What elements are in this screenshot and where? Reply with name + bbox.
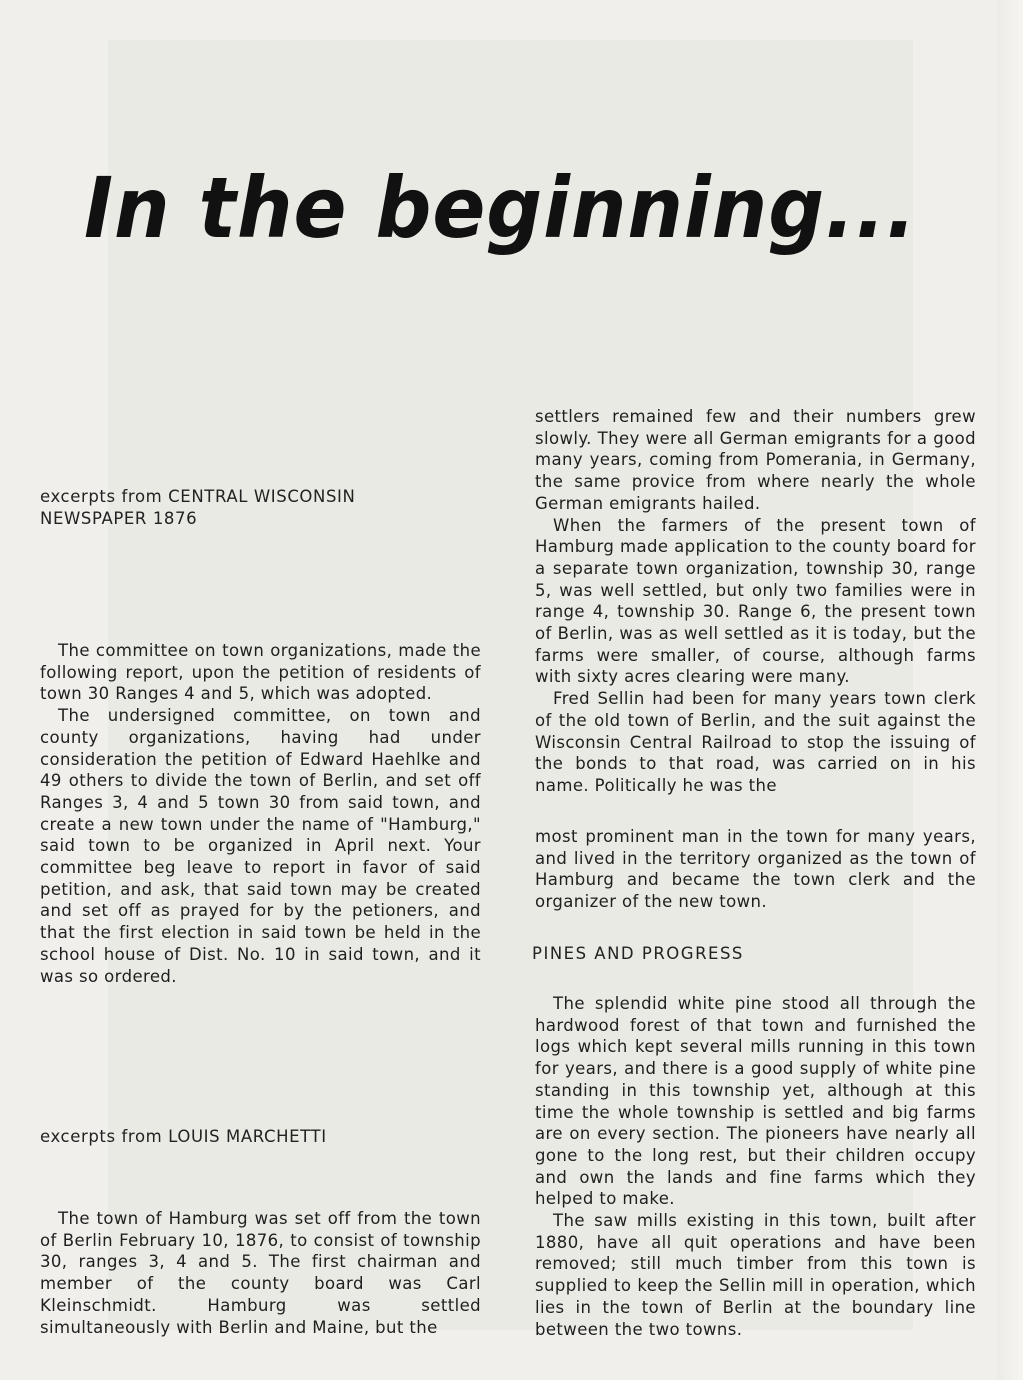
right-column-pines-section bbox=[535, 993, 976, 1340]
committee-report-body: The undersigned committee, on town and county organizations, having had under consideration the petition of Edward Haehlke and 49 others to divide the town of Berlin, and set off Ranges 3, 4 and 5 town 30 from said town, and create a new town under the name of "Hamburg," said town to be organized in April next. Your committee beg leave to report in favor of said petition, and ask, that said town may be created and set off as prayed for by the petioners, and that the first election in said town be held in the school house of Dist. No. 10 in said town, and it was so ordered. bbox=[40, 706, 481, 986]
fred-sellin-paragraph: Fred Sellin had been for many years town clerk of the old town of Berlin, and the suit against the Wisconsin Central Railroad to stop the issuing of the bonds to that road, was carried on in his name. Politically he was the bbox=[535, 689, 976, 795]
prominent-man-paragraph: most prominent man in the town for many years, and lived in the territory organized as the town of Hamburg and became the town clerk and the organizer of the new town. bbox=[535, 827, 976, 912]
page-title: In the beginning... bbox=[84, 159, 917, 257]
left-column-newspaper-excerpt bbox=[40, 640, 481, 987]
source-louis-marchetti: excerpts from LOUIS MARCHETTI bbox=[40, 1127, 327, 1146]
settlers-paragraph: settlers remained few and their numbers grew slowly. They were all German emigrants for a good many years, coming from Pomerania, in Germany, the same provice from where nearly the whole German emigrants hailed. bbox=[535, 407, 976, 513]
left-column-marchetti-excerpt bbox=[40, 1208, 481, 1338]
white-pine-paragraph: The splendid white pine stood all through the hardwood forest of that town and furnished the logs which kept several mills running in this town for years, and there is a good supply of white pine standing in this township yet, although at this time the whole township is settled and big farms are on every section. The pioneers have nearly all gone to the long rest, but their children occupy and own the lands and fine farms which they helped to make. bbox=[535, 994, 976, 1209]
section-heading-pines-and-progress: PINES AND PROGRESS bbox=[532, 944, 744, 963]
town-organization-paragraph: When the farmers of the present town of Hamburg made application to the county board for a separate town organization, township 30, range 5, was well settled, but only two families were in range 4, township 30. Range 6, the present town of Berlin, was as well settled as it is today, but the farms were smaller, of course, although farms with sixty acres clearing were many. bbox=[535, 515, 976, 687]
source-central-wisconsin-newspaper: excerpts from CENTRAL WISCONSIN NEWSPAPER 1876 bbox=[40, 487, 356, 528]
right-column-continuation bbox=[535, 826, 976, 913]
right-column-upper bbox=[535, 406, 976, 797]
marchetti-paragraph-1: The town of Hamburg was set off from the town of Berlin February 10, 1876, to consist of township 30, ranges 3, 4 and 5. The first chairman and member of the county board was Carl Kleinschmidt. Hamburg was settled simultaneously with Berlin and Maine, but the bbox=[40, 1209, 481, 1337]
committee-report-intro: The committee on town organizations, made the following report, upon the petition of residents of town 30 Ranges 4 and 5, which was adopted. bbox=[40, 641, 481, 704]
saw-mills-paragraph: The saw mills existing in this town, built after 1880, have all quit operations and have been removed; still much timber from this town is supplied to keep the Sellin mill in operation, which lies in the town of Berlin at the boundary line between the two towns. bbox=[535, 1211, 976, 1339]
page-edge bbox=[997, 0, 1023, 1380]
